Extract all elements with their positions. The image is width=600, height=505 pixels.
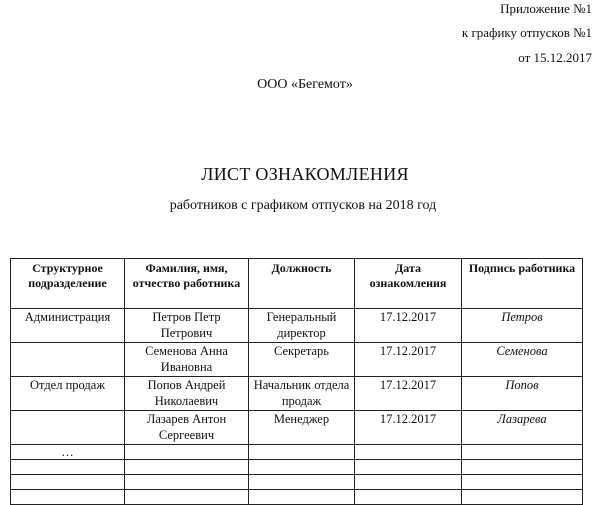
cell-department: Администрация xyxy=(11,309,125,343)
cell-date xyxy=(355,445,462,460)
column-header-date: Дата ознакомления xyxy=(355,259,462,309)
cell-signature xyxy=(462,445,583,460)
table-row-blank xyxy=(11,460,583,475)
table-row xyxy=(11,343,583,377)
document-subtitle-block xyxy=(0,198,600,214)
table-row xyxy=(11,377,583,411)
appendix-number: Приложение №1 xyxy=(500,1,592,16)
column-header-department: Структурное подразделение xyxy=(11,259,125,309)
table-row-blank xyxy=(11,475,583,490)
cell-position: Генеральный директор xyxy=(249,309,355,343)
table-row xyxy=(11,445,583,460)
column-header-signature: Подпись работника xyxy=(462,259,583,309)
table-row xyxy=(11,309,583,343)
cell-position: Начальник отдела продаж xyxy=(249,377,355,411)
cell-department xyxy=(11,411,125,445)
cell-position: Секретарь xyxy=(249,343,355,377)
organization-name-block xyxy=(0,77,600,93)
appendix-date: от 15.12.2017 xyxy=(518,50,592,65)
cell-full-name: Семенова Анна Ивановна xyxy=(125,343,249,377)
cell-position xyxy=(249,445,355,460)
cell-position: Менеджер xyxy=(249,411,355,445)
acknowledgement-table xyxy=(10,258,583,505)
cell-signature: Семенова xyxy=(462,343,583,377)
appendix-reference: к графику отпусков №1 xyxy=(461,25,592,40)
cell-date: 17.12.2017 xyxy=(355,377,462,411)
cell-date: 17.12.2017 xyxy=(355,309,462,343)
table-row xyxy=(11,411,583,445)
document-title-block xyxy=(0,164,600,185)
cell-full-name: Лазарев Антон Сергеевич xyxy=(125,411,249,445)
document-subtitle: работников с графиком отпусков на 2018 год xyxy=(169,198,437,213)
cell-full-name xyxy=(125,445,249,460)
column-header-full-name: Фамилия, имя, отчество работника xyxy=(125,259,249,309)
cell-date: 17.12.2017 xyxy=(355,411,462,445)
cell-department: … xyxy=(11,445,125,460)
cell-date: 17.12.2017 xyxy=(355,343,462,377)
cell-signature: Попов xyxy=(462,377,583,411)
table-header-row xyxy=(11,259,583,309)
cell-full-name: Попов Андрей Николаевич xyxy=(125,377,249,411)
document-title: ЛИСТ ОЗНАКОМЛЕНИЯ xyxy=(201,164,409,184)
cell-full-name: Петров Петр Петрович xyxy=(125,309,249,343)
cell-signature: Лазарева xyxy=(462,411,583,445)
cell-signature: Петров xyxy=(462,309,583,343)
organization-name: ООО «Бегемот» xyxy=(257,77,353,92)
table-row-blank xyxy=(11,490,583,505)
cell-department xyxy=(11,343,125,377)
cell-department: Отдел продаж xyxy=(11,377,125,411)
column-header-position: Должность xyxy=(249,259,355,309)
